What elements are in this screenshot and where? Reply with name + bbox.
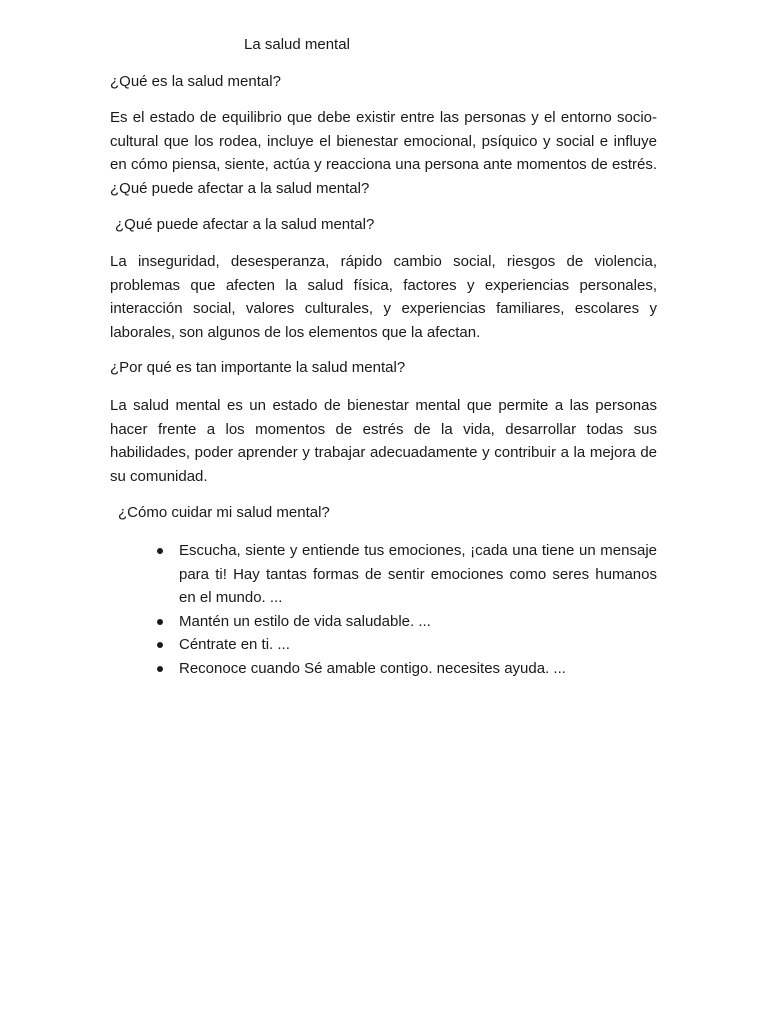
- list-item-text: Céntrate en ti. ...: [179, 636, 290, 653]
- section-heading-what-affects: ¿Qué puede afectar a la salud mental?: [115, 216, 375, 233]
- bullet-icon: [157, 642, 163, 648]
- list-item-text: Mantén un estilo de vida saludable. ...: [179, 612, 431, 630]
- section-heading-why-important: ¿Por qué es tan importante la salud mental?: [110, 359, 406, 376]
- list-item: [155, 657, 657, 681]
- list-item-text: Reconoce cuando Sé amable contigo. necesites ayuda. ...: [179, 659, 566, 677]
- list-item: [155, 633, 657, 657]
- bullet-icon: [157, 666, 163, 672]
- section-body-why-important: La salud mental es un estado de bienestar mental que permite a las personas hacer frente a los momentos de estrés de la vida, desarrollar todas sus habilidades, poder aprender y trabajar adecuadamente y contribuir a la mejora de su comunidad.: [110, 397, 657, 485]
- section-heading-how-to-care: ¿Cómo cuidar mi salud mental?: [118, 504, 330, 521]
- bullet-icon: [157, 548, 163, 554]
- document-title: La salud mental: [244, 36, 350, 53]
- care-tips-list: [155, 539, 657, 680]
- section-body-what-affects: La inseguridad, desesperanza, rápido cambio social, riesgos de violencia, problemas que afecten la salud física, factores y experiencias personales, interacción social, valores culturales, y experiencias familiares, escolares y laborales, son algunos de los elementos que la afectan.: [110, 253, 657, 341]
- section-body-what-is: Es el estado de equilibrio que debe existir entre las personas y el entorno socio-cultural que los rodea, incluye el bienestar emocional, psíquico y social e influye en cómo piensa, siente, actúa y reacciona una persona ante momentos de estrés. ¿Qué puede afectar a la salud mental?: [110, 109, 657, 197]
- bullet-icon: [157, 619, 163, 625]
- list-item-text: Escucha, siente y entiende tus emociones, ¡cada una tiene un mensaje para ti! Hay tantas formas de sentir emociones como seres humanos en el mundo. ...: [179, 542, 657, 606]
- list-item: [155, 539, 657, 610]
- list-item: [155, 610, 657, 634]
- section-heading-what-is: ¿Qué es la salud mental?: [110, 73, 281, 90]
